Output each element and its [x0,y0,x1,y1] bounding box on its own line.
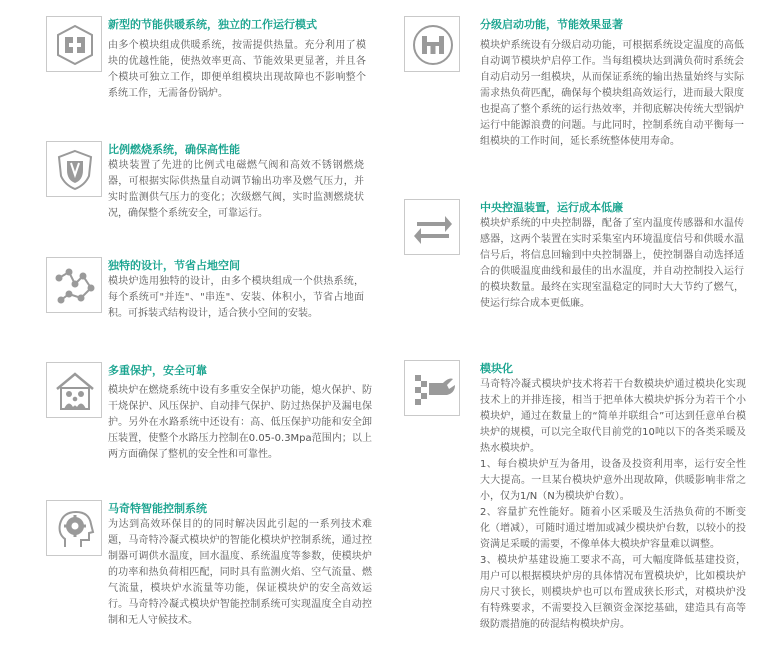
feature-central-control [404,199,744,319]
feature-description [108,517,372,629]
feature-title: 马奇特智能控制系统 [108,502,207,515]
feature-staged-start [404,16,744,176]
feature-paragraph: 马奇特冷凝式模块炉技术将若干台数模块炉通过模块化实现技术上的并排连接，相当于把单体大模块炉拆分为若干个小模块炉，通过在数量上的“简单并联组合”可达到任意单台模块炉的规模，可以完全取代目前党的10吨以下的各类采暖及热水模块炉。 [480,379,746,454]
feature-paragraph: 为达到高效环保目的的同时解决因此引起的一系列技术难题，马奇特冷凝式模块炉的智能化模块炉控制系统，通过控制器可调供水温度，回水温度、系统温度等参数，使模块炉的功率和热负荷相匹配，同时具有监测火焰、空气流量、燃气流量，模块炉水流量等功能，保证模块炉的安全高效运行。马奇特冷凝式模块炉智能控制系统可实现温度全自动控制和无人守候技术。 [108,519,372,626]
feature-paragraph: 1、每台模块炉互为备用，设备及投资利用率，运行安全性大大提高。一旦某台模块炉意外出现故障，供暖影响非常之小，仅为1/N（N为模块炉台数）。 [480,459,746,502]
feature-title: 分级启动功能，节能效果显著 [480,18,623,31]
feature-description [480,377,746,633]
exchange-arrows-icon [404,199,460,255]
feature-paragraph: 2、容量扩充性能好。随着小区采暖及生活热负荷的不断变化（增减），可随时通过增加或减少模块炉台数，以较小的投资满足采暖的需要，不像单体大模块炉容量难以调整。 [480,507,746,550]
feature-paragraph: 3、模块炉基建设施工要求不高，可大幅度降低基建投资，用户可以根据模块炉房的具体情况布置模块炉，比如模块炉房尺寸狭长，则模块炉也可以布置成狭长形式，对模块炉没有特殊要求，不需要投入巨额资金深挖基础，建造具有高等级防震措施的砖混结构模块炉房。 [480,555,746,630]
feature-energy-saving [46,16,366,106]
feature-paragraph: 模块装置了先进的比例式电磁燃气阀和高效不锈钢燃烧器，可根据实际供热量自动调节输出功率及燃气压力，并实时监测供气压力的变化；次级燃气阀，实时监测燃烧状况，确保整个系统安全，可靠运行。 [108,160,364,219]
feature-title: 新型的节能供暖系统，独立的工作运行模式 [108,18,317,31]
house-family-icon [46,362,102,418]
feature-paragraph: 模块炉选用独特的设计，由多个模块组成一个供热系统，每个系统可"并连"、"串连"、安装、体积小，节省占地面积。可拆装式结构设计，适合狭小空间的安装。 [108,276,364,319]
feature-description [108,38,366,102]
feature-multi-protection [46,362,372,472]
feature-proportional-combustion [46,141,366,231]
feature-title: 中央控温装置，运行成本低廉 [480,201,623,214]
feature-title: 比例燃烧系统，确保高性能 [108,143,240,156]
feature-paragraph: 由多个模块组成供暖系统，按需提供热量。充分利用了模块的优越性能，使热效率更高、节能效果更显著，并且各个模块可独立工作，即便单组模块出现故障也不影响整个系统工作，无需备份锅炉。 [108,40,366,99]
feature-description [480,216,744,312]
feature-paragraph: 模块炉系统设有分级启动功能，可根据系统设定温度的高低自动调节模块炉启停工作。当每组模块达到满负荷时系统会自动启动另一组模块，从而保证系统的输出热量始终与实际需求热负荷匹配，确保每个模块组高效运行，进而最大限度也提高了整个系统的运行热效率，并彻底解决传统大型锅炉运行中能源浪费的问题。与此同时，控制系统自动平衡每一组模块的工作时间，延长系统整体使用寿命。 [480,40,744,147]
feature-modularization [404,360,754,645]
feature-title: 多重保护，安全可靠 [108,364,207,377]
feature-description [480,38,744,150]
modular-blocks-icon [46,16,102,72]
feature-smart-control [46,500,372,640]
feature-title: 模块化 [480,362,513,375]
feature-description [108,383,372,463]
shield-flame-icon [46,141,102,197]
feature-description [108,158,364,222]
brain-head-icon [46,500,102,556]
feature-title: 独特的设计，节省占地空间 [108,259,240,272]
feature-description [108,274,364,322]
feature-paragraph: 模块炉系统的中央控制器，配备了室内温度传感器和水温传感器，这两个装置在实时采集室内环境温度信号和供暖水温信号后，将信息回输到中央控制器上，使控制器自动选择适合的供暖温度曲线和最佳的出水温度，并自动控制投入运行的模块数量。最终在实现室温稳定的同时大大节约了燃气，使运行综合成本更低廉。 [480,218,744,309]
network-nodes-icon [46,257,102,313]
feature-unique-design [46,257,366,327]
feature-paragraph: 模块炉在燃烧系统中设有多重安全保护功能，熄火保护、防干烧保护、风压保护、自动排气保护、防过热保护及漏电保护。另外在水路系统中还设有：高、低压保护功能和安全卸压装置，使整个水路压力控制在0.05-0.3Mpa范围内；以上两方面确保了整机的安全性和可靠性。 [108,385,372,460]
gear-wrench-icon [404,360,460,416]
staged-start-icon [404,16,460,72]
